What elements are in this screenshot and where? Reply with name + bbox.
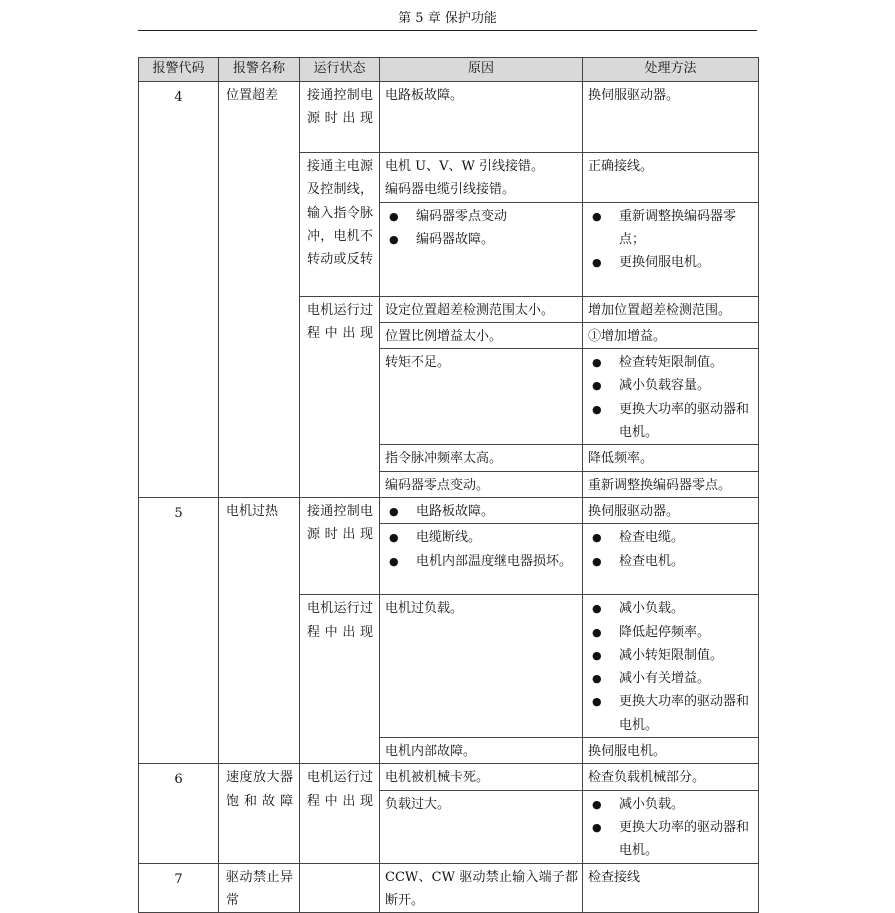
cause-cell: 编码器零点变动。: [380, 471, 583, 497]
action-bullet: ● 降低起停频率。: [588, 621, 754, 644]
action-bullet: ● 减小转矩限制值。: [588, 644, 754, 667]
column-header-state: 运行状态: [300, 58, 380, 82]
cause-line: 电机 U、V、W 引线接错。: [385, 159, 544, 174]
column-header-action: 处理方法: [583, 58, 759, 82]
alarm-code: 7: [139, 863, 219, 913]
action-cell: 降低频率。: [583, 445, 759, 471]
action-bullet: ● 更换伺服电机。: [588, 251, 754, 274]
action-bullet: ● 减小有关增益。: [588, 667, 754, 690]
cause-bullet: ● 电缆断线。: [385, 526, 578, 549]
alarm-table: [138, 57, 759, 913]
run-state: 电机运行过程中出现: [300, 764, 380, 863]
action-cell: 重新调整换编码器零点。: [583, 471, 759, 497]
action-cell: 换伺服驱动器。: [583, 82, 759, 153]
alarm-name: 速度放大器饱和故障: [219, 764, 300, 863]
run-state: 电机运行过程中出现: [300, 296, 380, 497]
action-bullet: ● 更换大功率的驱动器和电机。: [588, 816, 754, 863]
cause-cell: 电机内部故障。: [380, 738, 583, 764]
cause-bullet: ● 编码器零点变动: [385, 205, 578, 228]
action-bullet: ● 更换大功率的驱动器和电机。: [588, 398, 754, 445]
table-row: [139, 82, 759, 153]
action-bullet: ● 检查电缆。: [588, 526, 754, 549]
alarm-code: 4: [139, 82, 219, 498]
table-row: [139, 863, 759, 913]
column-header-cause: 原因: [380, 58, 583, 82]
header-rule: [138, 30, 757, 31]
cause-bullet: ● 电路板故障。: [385, 500, 578, 523]
alarm-name: 电机过热: [219, 497, 300, 763]
cause-cell: [380, 497, 583, 523]
action-bullet: ● 减小负载。: [588, 597, 754, 620]
cause-bullet: ● 电机内部温度继电器损坏。: [385, 550, 578, 573]
action-bullet: ● 检查转矩限制值。: [588, 351, 754, 374]
alarm-code: 5: [139, 497, 219, 763]
cause-cell: 位置比例增益太小。: [380, 322, 583, 348]
table-row: [139, 497, 759, 523]
action-cell: [583, 524, 759, 595]
action-cell: 正确接线。: [583, 153, 759, 203]
action-bullet: ● 更换大功率的驱动器和电机。: [588, 690, 754, 737]
cause-cell: 转矩不足。: [380, 349, 583, 445]
action-bullet: ● 减小负载。: [588, 793, 754, 816]
cause-cell: [380, 524, 583, 595]
cause-cell: 电机被机械卡死。: [380, 764, 583, 790]
run-state: 接通控制电源时出现: [300, 82, 380, 153]
alarm-code: 6: [139, 764, 219, 863]
cause-cell: 负载过大。: [380, 790, 583, 863]
cause-bullet: ● 编码器故障。: [385, 228, 578, 251]
action-cell: [583, 202, 759, 296]
cause-cell: 指令脉冲频率太高。: [380, 445, 583, 471]
cause-cell: [380, 202, 583, 296]
run-state: [300, 863, 380, 913]
action-cell: [583, 349, 759, 445]
action-cell: 检查接线: [583, 863, 759, 913]
action-cell: 检查负载机械部分。: [583, 764, 759, 790]
table-header-row: [139, 58, 759, 82]
run-state: 电机运行过程中出现: [300, 595, 380, 764]
alarm-name: 驱动禁止异常: [219, 863, 300, 913]
cause-line: 编码器电缆引线接错。: [385, 182, 516, 198]
table-row: [139, 764, 759, 790]
action-cell: 增加位置超差检测范围。: [583, 296, 759, 322]
page-header: 第 5 章 保护功能: [398, 11, 497, 26]
column-header-name: 报警名称: [219, 58, 300, 82]
cause-cell: 设定位置超差检测范围太小。: [380, 296, 583, 322]
cause-cell: 电机过负载。: [380, 595, 583, 738]
action-cell: [583, 595, 759, 738]
action-cell: ①增加增益。: [583, 322, 759, 348]
action-bullet: ● 检查电机。: [588, 550, 754, 573]
cause-cell: CCW、CW 驱动禁止输入端子都断开。: [380, 863, 583, 913]
action-bullet: ● 减小负载容量。: [588, 374, 754, 397]
cause-cell: [380, 153, 583, 203]
action-cell: 换伺服电机。: [583, 738, 759, 764]
cause-cell: 电路板故障。: [380, 82, 583, 153]
alarm-name: 位置超差: [219, 82, 300, 498]
action-bullet: ● 重新调整换编码器零点；: [588, 205, 754, 252]
column-header-code: 报警代码: [139, 58, 219, 82]
run-state: 接通控制电源时出现: [300, 497, 380, 594]
action-cell: [583, 790, 759, 863]
action-cell: 换伺服驱动器。: [583, 497, 759, 523]
run-state: 接通主电源及控制线，输入指令脉冲，电机不转动或反转: [300, 153, 380, 297]
